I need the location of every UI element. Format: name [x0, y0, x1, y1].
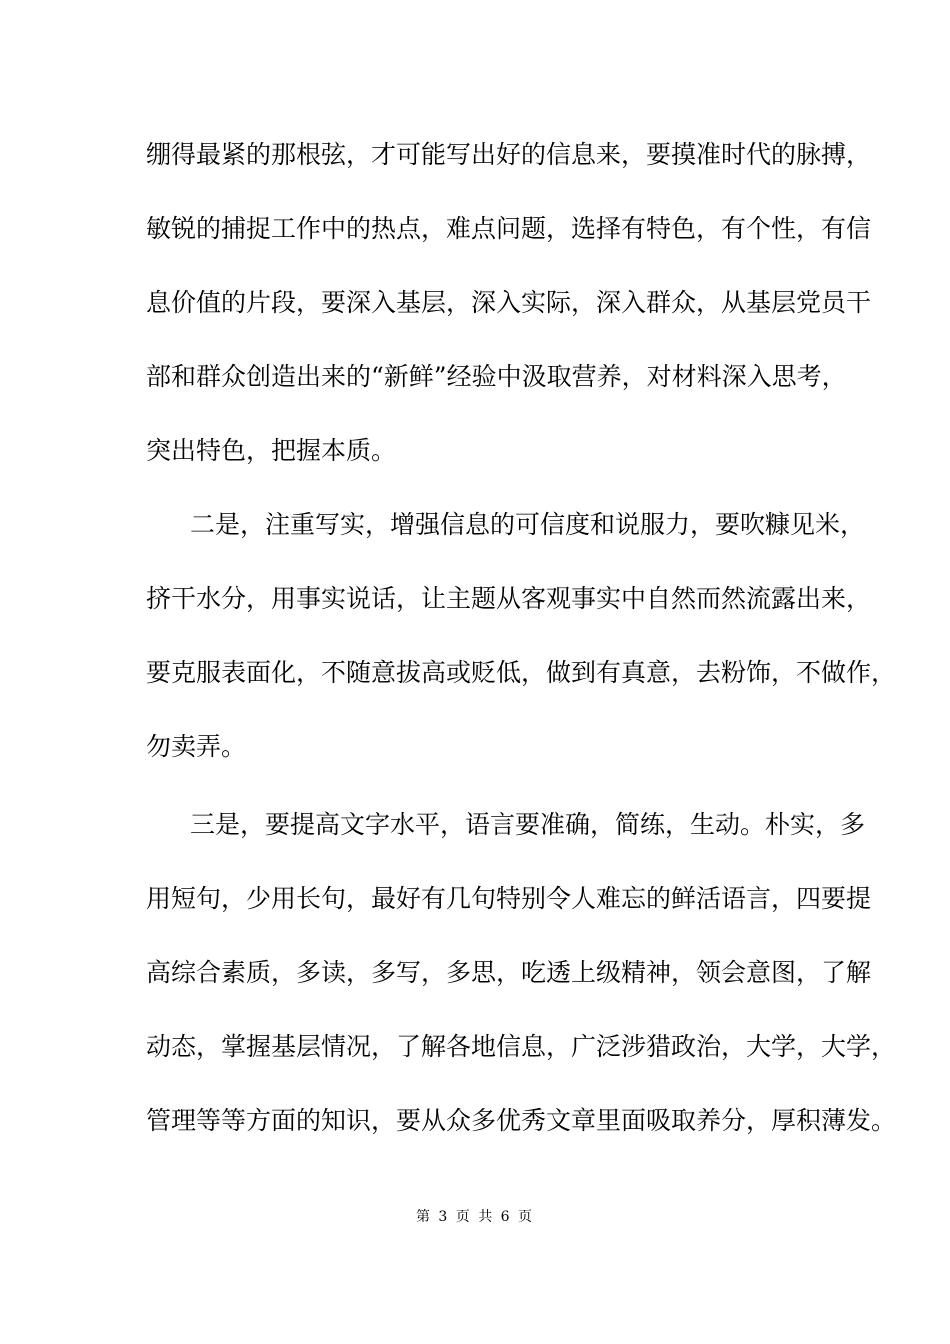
page-footer: 第 3 页 共 6 页: [415, 1209, 535, 1225]
text-line: 高综合素质，多读，多写，多思，吃透上级精神，领会意图，了解: [146, 958, 872, 987]
text-line: 用短句，少用长句，最好有几句特别令人难忘的鲜活语言，四要提: [146, 884, 872, 913]
text-line: 部和群众创造出来的“新鲜”经验中汲取营养，对材料深入思考，: [146, 362, 847, 391]
text-line: 突出特色，把握本质。: [146, 436, 397, 465]
text-line: 绷得最紧的那根弦，才可能写出好的信息来，要摸准时代的脉搏，: [146, 140, 872, 169]
paragraph-start-line: 三是，要提高文字水平，语言要准确，简练，生动。朴实，多: [190, 810, 866, 839]
text-line: 敏锐的捕捉工作中的热点，难点问题，选择有特色，有个性，有信: [146, 214, 872, 243]
text-line: 管理等等方面的知识，要从众多优秀文章里面吸取养分，厚积薄发。: [146, 1106, 897, 1135]
paragraph-start-line: 二是，注重写实，增强信息的可信度和说服力，要吹糠见米，: [190, 510, 866, 539]
text-line: 息价值的片段，要深入基层，深入实际，深入群众，从基层党员干: [146, 288, 872, 317]
text-line: 勿卖弄。: [146, 732, 247, 761]
text-line: 要克服表面化，不随意拔高或贬低，做到有真意，去粉饰，不做作，: [146, 658, 897, 687]
text-line: 动态，掌握基层情况，了解各地信息，广泛涉猎政治，大学，大学，: [146, 1032, 897, 1061]
text-line: 挤干水分，用事实说话，让主题从客观事实中自然而然流露出来，: [146, 584, 872, 613]
